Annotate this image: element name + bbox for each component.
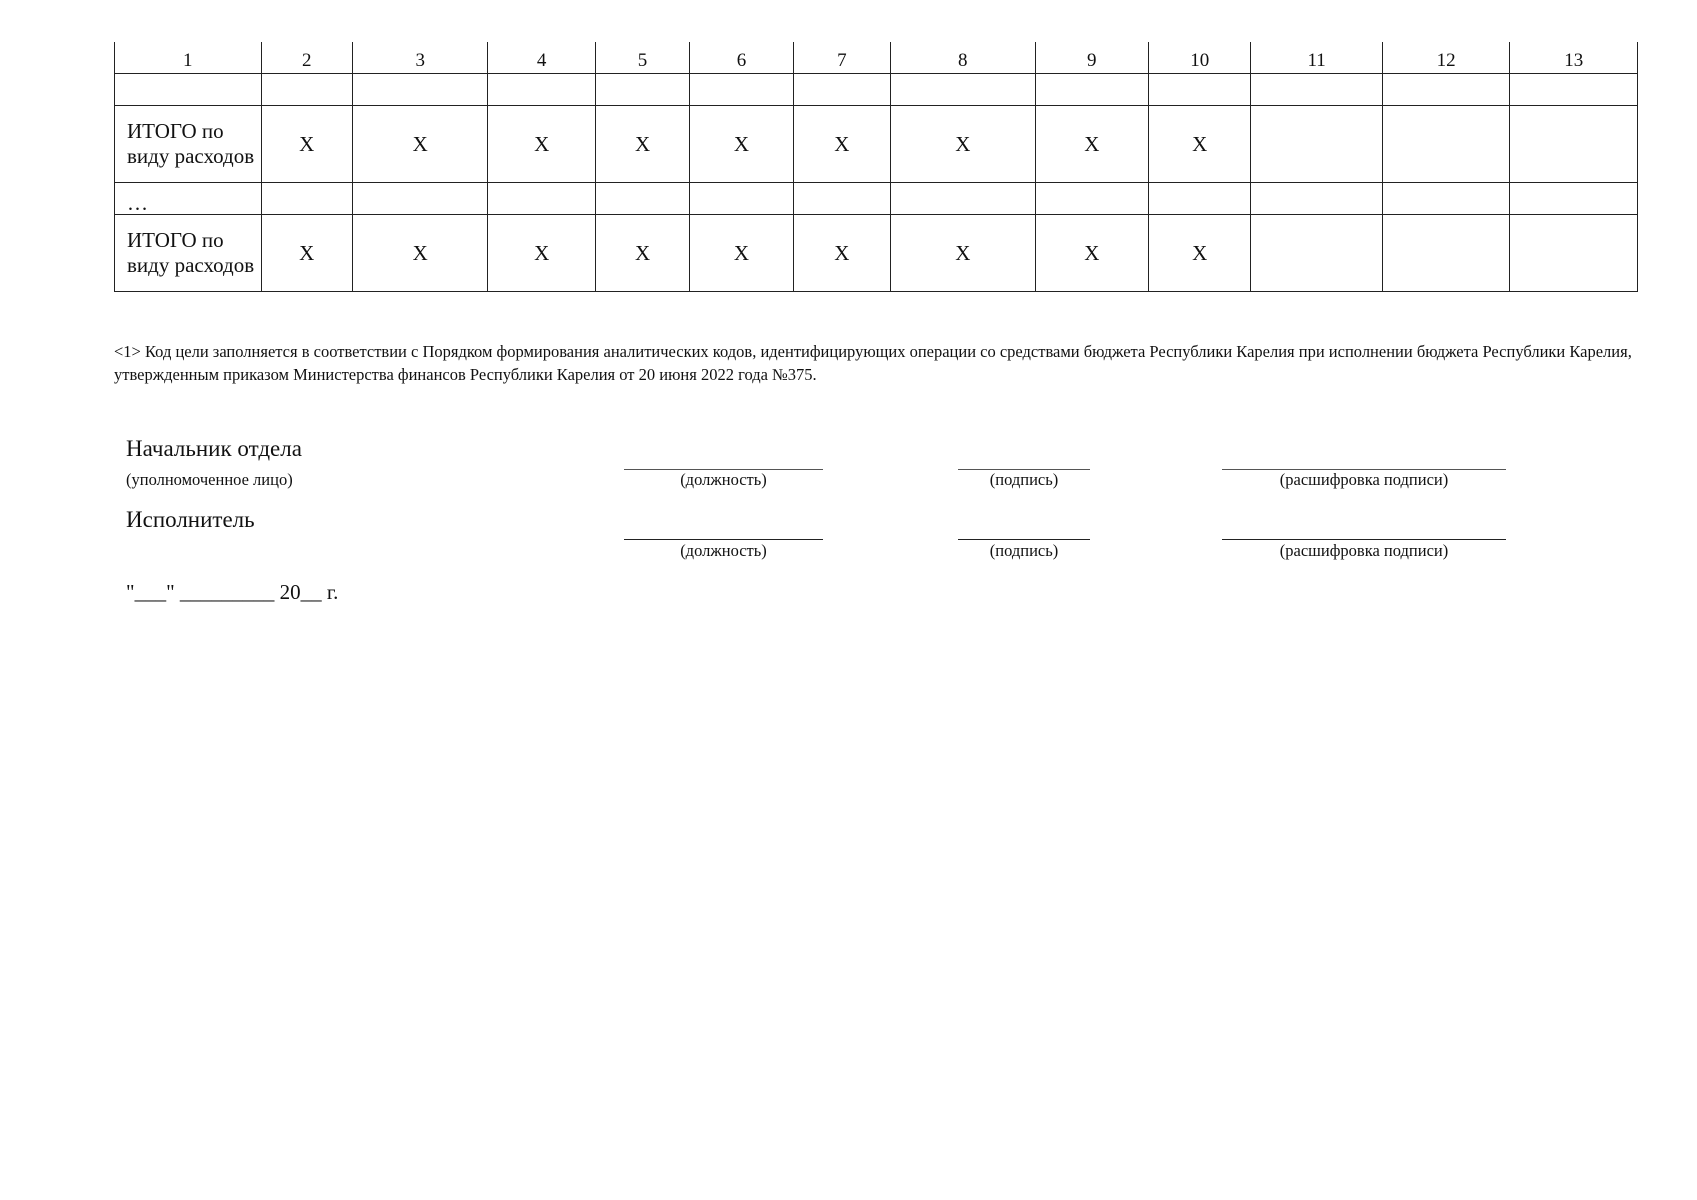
table-cell: X [1035,106,1148,183]
table-cell [1035,183,1148,215]
column-number-header: 1 [115,42,262,74]
table-cell [488,74,595,106]
head-title: Начальник отдела [126,436,302,461]
table-header-row [115,42,1638,74]
date-line[interactable]: "___" _________ 20__ г. [126,580,339,604]
table-cell: X [352,106,488,183]
table-cell [891,183,1036,215]
table-cell: X [793,215,890,292]
table-cell [352,74,488,106]
table-cell: X [1035,215,1148,292]
table-cell: X [488,106,595,183]
row-label-cell: ИТОГО по виду расходов [115,215,262,292]
table-cell: X [261,106,352,183]
footnote: <1> Код цели заполняется в соответствии с Порядком формирования аналитических кодов, идентифицирующих операции со средствами бюджета Республики Карелия при исполнении бюджета Республики Карелия, утвержденным приказом Министерства финансов Республики Карелия от 20 июня 2022 года №375. [114,342,1632,384]
table-cell[interactable] [1382,74,1510,106]
expense-table [114,42,1638,292]
executor-position-caption: (должность) [680,541,767,560]
table-cell: X [1149,106,1251,183]
table-cell [488,183,595,215]
head-position-caption: (должность) [680,470,767,489]
column-number-header: 13 [1510,42,1638,74]
table-cell[interactable] [1510,74,1638,106]
head-subtitle: (уполномоченное лицо) [126,470,293,489]
table-cell: X [488,215,595,292]
table-cell[interactable] [1251,183,1383,215]
executor-decoding-line[interactable] [1222,539,1506,540]
column-number-header: 6 [690,42,793,74]
column-number-header: 2 [261,42,352,74]
table-cell: X [352,215,488,292]
table-cell: X [261,215,352,292]
column-number-header: 7 [793,42,890,74]
table-cell: X [690,106,793,183]
table-cell[interactable] [1510,106,1638,183]
table-cell [352,183,488,215]
table-cell [793,74,890,106]
table-row [115,183,1638,215]
table-cell: X [793,106,890,183]
executor-signature-line[interactable] [958,539,1090,540]
column-number-header: 9 [1035,42,1148,74]
table-cell[interactable] [1251,74,1383,106]
table-cell [595,183,689,215]
column-number-header: 8 [891,42,1036,74]
table-cell [261,183,352,215]
executor-decoding-caption: (расшифровка подписи) [1279,541,1449,560]
table-cell[interactable] [1382,183,1510,215]
column-number-header: 10 [1149,42,1251,74]
table-cell: X [690,215,793,292]
column-number-header: 5 [595,42,689,74]
table-cell[interactable] [1382,106,1510,183]
table-cell: X [891,106,1036,183]
table-cell[interactable] [1510,215,1638,292]
table-cell[interactable] [1382,215,1510,292]
table-cell [793,183,890,215]
table-cell [690,74,793,106]
table-cell [1149,74,1251,106]
table-cell [891,74,1036,106]
row-label-cell: … [115,183,262,215]
table-cell[interactable] [1251,106,1383,183]
column-number-header: 12 [1382,42,1510,74]
table-cell [261,74,352,106]
executor-title: Исполнитель [126,507,255,532]
table-cell[interactable] [1251,215,1383,292]
executor-position-line[interactable] [624,539,823,540]
table-cell: X [891,215,1036,292]
table-cell [1035,74,1148,106]
table-row [115,74,1638,106]
table-cell[interactable] [1510,183,1638,215]
table-cell: X [595,215,689,292]
table-cell: X [595,106,689,183]
table-cell [595,74,689,106]
column-number-header: 3 [352,42,488,74]
row-label-cell: ИТОГО по виду расходов [115,106,262,183]
column-number-header: 11 [1251,42,1383,74]
column-number-header: 4 [488,42,595,74]
head-decoding-caption: (расшифровка подписи) [1279,470,1449,489]
table-cell [1149,183,1251,215]
executor-signature-caption: (подпись) [989,541,1059,560]
table-row [115,106,1638,183]
head-signature-caption: (подпись) [989,470,1059,489]
table-row [115,215,1638,292]
table-cell: X [1149,215,1251,292]
row-label-cell [115,74,262,106]
table-cell [690,183,793,215]
